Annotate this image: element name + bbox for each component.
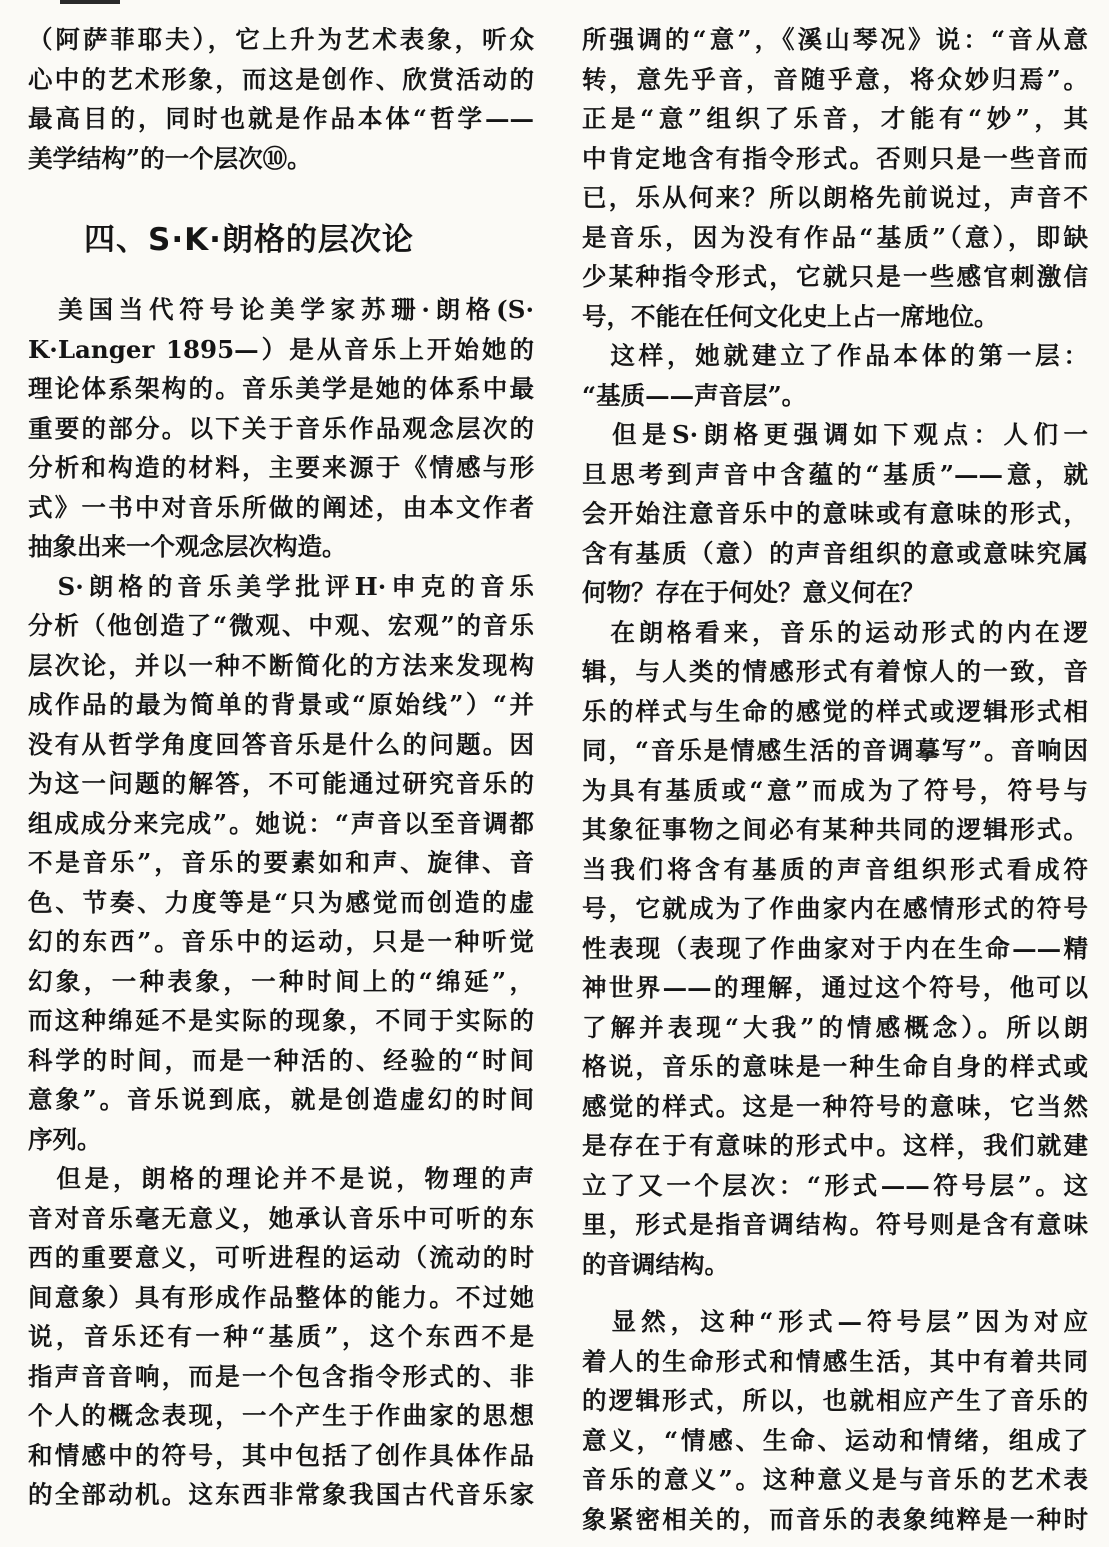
text-line: 意义，“情感、生命、运动和情绪，组成了 xyxy=(582,1425,1088,1455)
paragraph xyxy=(582,613,1088,1285)
text-line: 重要的部分。以下关于音乐作品观念层次的 xyxy=(28,413,534,443)
text-line: 没有从哲学角度回答音乐是什么的问题。因 xyxy=(28,729,534,759)
text-line: 西的重要意义，可听进程的运动（流动的时 xyxy=(28,1243,534,1272)
text-line: 抽象出来一个观念层次构造。 xyxy=(28,532,347,561)
text-line: 会开始注意音乐中的意味或有意味的形式， xyxy=(582,499,1088,528)
text-line: 成作品的最为简单的背景或“原始线”）“并 xyxy=(28,690,534,719)
text-line: 组成成分来完成”。她说：“声音以至音调都 xyxy=(28,808,534,838)
text-line: 意象”。音乐说到底，就是创造虚幻的时间 xyxy=(28,1085,534,1114)
text-line: 神世界——的理解，通过这个符号，他可以 xyxy=(582,973,1088,1002)
text-line: 音对音乐毫无意义，她承认音乐中可听的东 xyxy=(28,1203,534,1233)
text-line: 层次论，并以一种不断简化的方法来发现构 xyxy=(28,650,534,680)
paragraph xyxy=(28,567,534,1160)
text-line: 为这一问题的解答，不可能通过研究音乐的 xyxy=(28,769,534,798)
text-line: 含有基质（意）的声音组织的意或意味究属 xyxy=(582,538,1088,568)
text-line: 里，形式是指音调结构。符号则是含有意味 xyxy=(582,1210,1088,1239)
text-line: 显然，这种“形式—符号层”因为对应 xyxy=(582,1307,1088,1336)
text-line: 色、节奏、力度等是“只为感觉而创造的虚 xyxy=(28,887,534,917)
text-line: 幻的东西”。音乐中的运动，只是一种听觉 xyxy=(28,927,534,956)
text-line: 旦思考到声音中含蕴的“基质”——意，就 xyxy=(582,459,1088,489)
text-line: 同，“音乐是情感生活的音调摹写”。音响因 xyxy=(582,736,1088,765)
text-line: 分析和构造的材料，主要来源于《情感与形 xyxy=(28,453,534,482)
text-line: 这样，她就建立了作品本体的第一层： xyxy=(582,341,1088,370)
text-line: 已，乐从何来？所以朗格先前说过，声音不 xyxy=(582,183,1088,212)
text-line: 的全部动机。这东西非常象我国古代音乐家 xyxy=(28,1480,534,1509)
text-line: 性表现（表现了作曲家对于内在生命——精 xyxy=(582,933,1088,963)
text-line: 立了又一个层次：“形式——符号层”。这 xyxy=(582,1170,1088,1200)
text-line: 格说，音乐的意味是一种生命自身的样式或 xyxy=(582,1052,1088,1081)
text-line: 式》一书中对音乐所做的阐述，由本文作者 xyxy=(28,492,534,522)
text-line: 少某种指令形式，它就只是一些感官刺激信 xyxy=(582,262,1088,291)
text-line: 美学结构”的一个层次⑩。 xyxy=(28,143,312,173)
spacer xyxy=(28,268,534,290)
right-column xyxy=(582,20,1088,1539)
text-line: S·朗格的音乐美学批评H·申克的音乐 xyxy=(28,571,534,601)
paragraph xyxy=(582,415,1088,613)
text-line: 在朗格看来，音乐的运动形式的内在逻 xyxy=(582,617,1088,647)
spacer xyxy=(28,178,534,218)
text-line: 序列。 xyxy=(28,1124,102,1154)
paragraph xyxy=(582,1302,1088,1539)
top-rule xyxy=(60,0,120,4)
text-line: “基质——声音层”。 xyxy=(582,380,807,410)
text-line: 但是S·朗格更强调如下观点：人们一 xyxy=(582,420,1088,449)
text-line: 的逻辑形式，所以，也就相应产生了音乐的 xyxy=(582,1386,1088,1415)
text-line: 心中的艺术形象，而这是创作、欣赏活动的 xyxy=(28,64,534,94)
text-line: 说，音乐还有一种“基质”，这个东西不是 xyxy=(28,1322,534,1351)
text-line: 音乐的意义”。这种意义是与音乐的艺术表 xyxy=(582,1465,1088,1494)
text-line: 何物？存在于何处？意义何在？ xyxy=(582,578,925,607)
text-line: 和情感中的符号，其中包括了创作具体作品 xyxy=(28,1440,534,1470)
text-line: 中肯定地含有指令形式。否则只是一些音而 xyxy=(582,143,1088,173)
spacer xyxy=(582,1284,1088,1302)
text-line: 是音乐，因为没有作品“基质”（意），即缺 xyxy=(582,222,1088,252)
paragraph xyxy=(28,290,534,567)
text-line: 号，它就成为了作曲家内在感情形式的符号 xyxy=(582,894,1088,923)
text-line: 理论体系架构的。音乐美学是她的体系中最 xyxy=(28,374,534,403)
text-line: 了解并表现“大我”的情感概念）。所以朗 xyxy=(582,1012,1088,1042)
paragraph xyxy=(28,1159,534,1515)
text-line: 转，意先乎音，音随乎意，将众妙归焉”。 xyxy=(582,64,1088,94)
text-line: 乐的样式与生命的感觉的样式或逻辑形式相 xyxy=(582,696,1088,726)
left-column xyxy=(28,20,534,1515)
text-line: 分析（他创造了“微观、中观、宏观”的音乐 xyxy=(28,611,534,640)
text-line: 但是，朗格的理论并不是说，物理的声 xyxy=(28,1164,534,1193)
text-line: 当我们将含有基质的声音组织形式看成符 xyxy=(582,854,1088,884)
text-line: 所强调的“意”，《溪山琴况》说：“音从意 xyxy=(582,25,1088,54)
paragraph-continuation xyxy=(582,20,1088,336)
text-line: 最高目的，同时也就是作品本体“哲学—— xyxy=(28,104,534,133)
text-line: 辑，与人类的情感形式有着惊人的一致，音 xyxy=(582,657,1088,686)
text-line: 的音调结构。 xyxy=(582,1249,729,1279)
text-line: 着人的生命形式和情感生活，其中有着共同 xyxy=(582,1346,1088,1376)
text-line: 间意象）具有形成作品整体的能力。不过她 xyxy=(28,1282,534,1312)
section-heading: 四、S·K·朗格的层次论 xyxy=(84,222,414,258)
text-line: 是存在于有意味的形式中。这样，我们就建 xyxy=(582,1131,1088,1160)
text-line: 而这种绵延不是实际的现象，不同于实际的 xyxy=(28,1006,534,1035)
text-line: 幻象，一种表象，一种时间上的“绵延”， xyxy=(28,966,534,996)
text-line: 不是音乐”，音乐的要素如和声、旋律、音 xyxy=(28,848,534,877)
text-line: 为具有基质或“意”而成为了符号，符号与 xyxy=(582,775,1088,805)
text-line: 象紧密相关的，而音乐的表象纯粹是一种时 xyxy=(582,1504,1088,1534)
text-line: 美国当代符号论美学家苏珊·朗格(S· xyxy=(28,295,534,324)
text-line: 正是“意”组织了乐音，才能有“妙”，其 xyxy=(582,104,1088,133)
paragraph xyxy=(582,336,1088,415)
paragraph-continuation xyxy=(28,20,534,178)
text-line: K·Langer 1895—）是从音乐上开始她的 xyxy=(28,334,534,364)
text-line: 科学的时间，而是一种活的、经验的“时间 xyxy=(28,1045,534,1075)
text-line: 感觉的样式。这是一种符号的意味，它当然 xyxy=(582,1091,1088,1121)
text-line: 指声音音响，而是一个包含指令形式的、非 xyxy=(28,1361,534,1391)
text-line: 号，不能在任何文化史上占一席地位。 xyxy=(582,301,999,331)
text-line: 个人的概念表现，一个产生于作曲家的思想 xyxy=(28,1401,534,1430)
text-line: （阿萨菲耶夫），它上升为艺术表象，听众 xyxy=(28,25,534,54)
text-line: 其象征事物之间必有某种共同的逻辑形式。 xyxy=(582,815,1088,844)
